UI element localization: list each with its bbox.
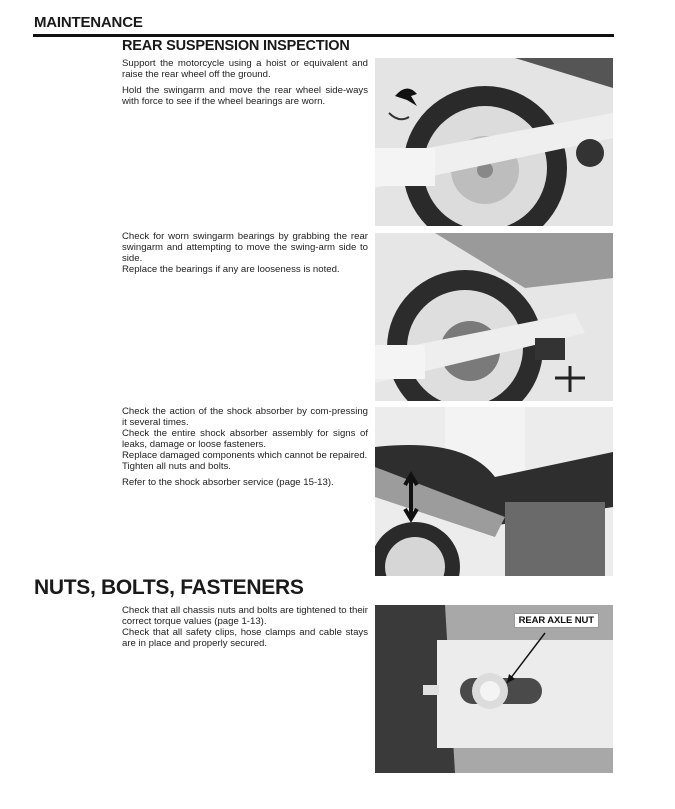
paragraph: Hold the swingarm and move the rear wheel side-ways with force to see if the wheel bearings are worn. <box>122 85 368 107</box>
section-header: MAINTENANCE <box>34 14 143 31</box>
shock-absorber-instructions <box>122 406 368 488</box>
photo-shock-absorber <box>375 407 613 576</box>
paragraph: Check for worn swingarm bearings by grabbing the rear swingarm and attempting to move the swing-arm side to side. <box>122 231 368 264</box>
paragraph: Tighten all nuts and bolts. <box>122 461 231 472</box>
paragraph: Check that all safety clips, hose clamps and cable stays are in place and properly secured. <box>122 627 368 649</box>
paragraph: Replace damaged components which cannot be repaired. <box>122 450 368 461</box>
header-rule <box>33 34 614 37</box>
paragraph: Check that all chassis nuts and bolts are tightened to their correct torque values (page 1-13). <box>122 605 368 627</box>
photo-rear-wheel <box>375 58 613 226</box>
paragraph: Check the entire shock absorber assembly for signs of leaks, damage or loose fasteners. <box>122 428 368 450</box>
rear-axle-nut-callout: REAR AXLE NUT <box>514 613 599 628</box>
paragraph: Replace the bearings if any are looseness is noted. <box>122 264 340 275</box>
fasteners-title: NUTS, BOLTS, FASTENERS <box>34 576 304 599</box>
paragraph: Check the action of the shock absorber by com-pressing it several times. <box>122 406 368 428</box>
photo-rear-axle-nut <box>375 605 613 773</box>
photo-swingarm <box>375 233 613 401</box>
paragraph: Refer to the shock absorber service (page 15-13). <box>122 477 334 488</box>
rear-suspension-title: REAR SUSPENSION INSPECTION <box>122 38 350 54</box>
fasteners-instructions <box>122 605 368 649</box>
swingarm-bearing-instructions <box>122 231 368 275</box>
paragraph: Support the motorcycle using a hoist or equivalent and raise the rear wheel off the ground. <box>122 58 368 80</box>
wheel-bearing-instructions <box>122 58 368 112</box>
